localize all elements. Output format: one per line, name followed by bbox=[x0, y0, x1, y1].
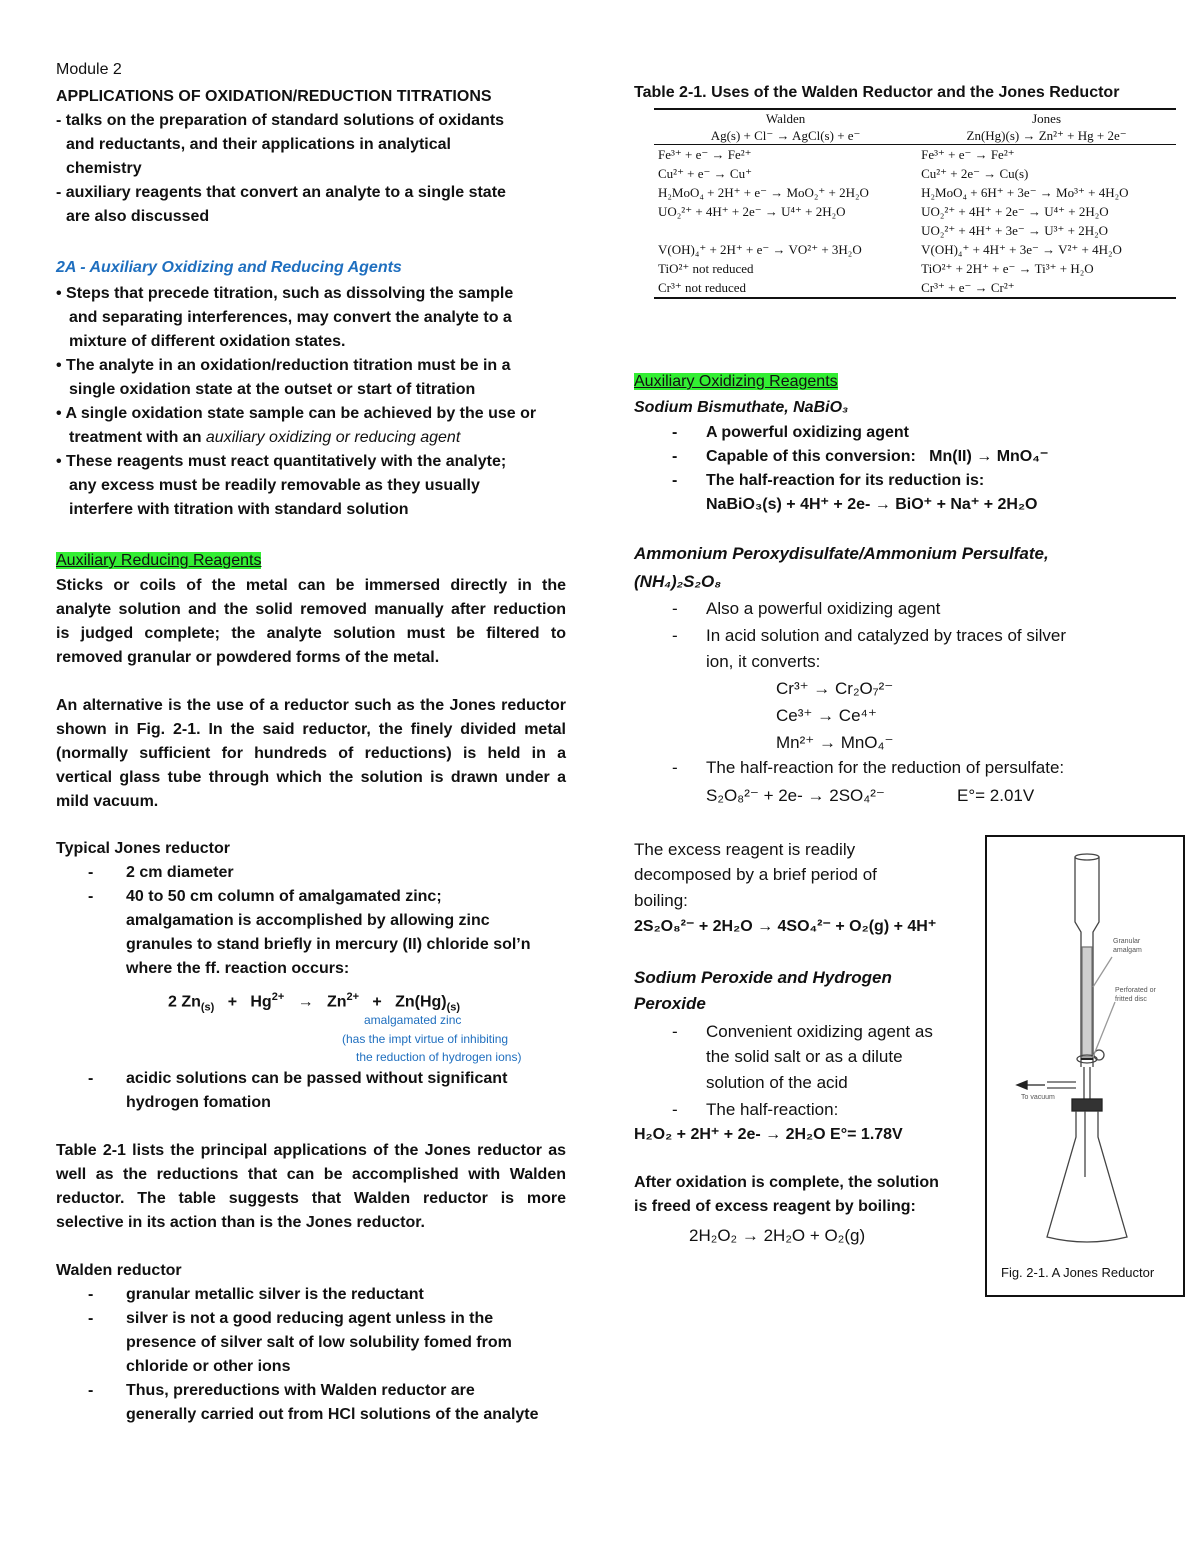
walden-item: silver is not a good reducing agent unless in the bbox=[126, 1310, 494, 1327]
persulfate-equation: S₂O₈²⁻ + 2e- → 2SO₄²⁻ bbox=[706, 786, 885, 805]
label-disc: Perforated or bbox=[1115, 987, 1156, 994]
table-cell: H₂MoO₄ + 2H⁺ + e⁻ → MoO₂⁺ + 2H₂O bbox=[658, 185, 869, 200]
bullet-line: • A single oxidation state sample can be achieved by the use or bbox=[56, 405, 537, 422]
amalgam-note: amalgamated zinc bbox=[364, 1013, 462, 1027]
table-cell: V(OH)₄⁺ + 2H⁺ + e⁻ → VO²⁺ + 3H₂O bbox=[658, 242, 862, 257]
bismuthate-item: A powerful oxidizing agent bbox=[706, 424, 909, 441]
dash: - bbox=[88, 1382, 94, 1399]
intro-line: - talks on the preparation of standard solutions of oxidants bbox=[56, 112, 505, 129]
excess-equation: 2S₂O₈²⁻ + 2H₂O → 4SO₄²⁻ + O₂(g) + 4H⁺ bbox=[634, 918, 937, 935]
eq-sup: 2+ bbox=[346, 991, 360, 1003]
walden-item: granular metallic silver is the reductant bbox=[126, 1286, 424, 1303]
paragraph-line: reductor. The table suggests that Walden reductor is more bbox=[56, 1190, 566, 1207]
peroxide-item: solution of the acid bbox=[706, 1073, 848, 1092]
table-row bbox=[654, 202, 1176, 221]
table-cell: Cu²⁺ + e⁻ → Cu⁺ bbox=[658, 166, 752, 181]
table-cell: UO₂²⁺ + 4H⁺ + 2e⁻ → U⁴⁺ + 2H₂O bbox=[658, 204, 846, 219]
persulfate-formula: (NH₄)₂S₂O₈ bbox=[634, 572, 722, 591]
walden-item: presence of silver salt of low solubility fomed from bbox=[126, 1334, 512, 1351]
intro-line: - auxiliary reagents that convert an analyte to a single state bbox=[56, 184, 506, 201]
eq-term: Zn(Hg) bbox=[395, 993, 447, 1011]
dash: - bbox=[672, 599, 678, 618]
bullet-text: treatment with an bbox=[69, 429, 206, 446]
reducing-reagents-heading: Auxiliary Reducing Reagents bbox=[56, 552, 262, 569]
bismuthate-equation: NaBiO₃(s) + 4H⁺ + 2e- → BiO⁺ + Na⁺ + 2H₂O bbox=[706, 496, 1038, 513]
dash: - bbox=[88, 888, 94, 905]
peroxide-item: the solid salt or as a dilute bbox=[706, 1047, 903, 1066]
jones-item: amalgamation is accomplished by allowing zinc bbox=[126, 912, 490, 929]
paragraph-line: selective in its action than is the Jones reductor. bbox=[56, 1214, 425, 1231]
excess-line: The excess reagent is readily bbox=[634, 840, 856, 859]
bullet-line: mixture of different oxidation states. bbox=[69, 333, 346, 350]
eq-op: + bbox=[227, 993, 238, 1011]
table-cell: Fe³⁺ + e⁻ → Fe²⁺ bbox=[921, 147, 1015, 162]
intro-line: are also discussed bbox=[66, 208, 210, 225]
peroxide-title: Sodium Peroxide and Hydrogen bbox=[634, 968, 892, 987]
after-line: After oxidation is complete, the solution bbox=[634, 1174, 939, 1191]
bullet-line: any excess must be readily removable as they usually bbox=[69, 477, 480, 494]
after-line: is freed of excess reagent by boiling: bbox=[634, 1198, 916, 1215]
page-title: APPLICATIONS OF OXIDATION/REDUCTION TITRATIONS bbox=[56, 88, 492, 105]
dash: - bbox=[672, 626, 678, 645]
dash: - bbox=[88, 1286, 94, 1303]
intro-line: and reductants, and their applications in analytical bbox=[66, 136, 451, 153]
table-cell: V(OH)₄⁺ + 4H⁺ + 3e⁻ → V²⁺ + 4H₂O bbox=[921, 242, 1122, 257]
table-cell bbox=[654, 221, 917, 240]
paragraph-line: is judged complete; the analyte solution must be filtered to bbox=[56, 625, 566, 642]
label-granular: amalgam bbox=[1113, 947, 1142, 954]
bullet-line bbox=[69, 427, 460, 449]
table-caption: Table 2-1. Uses of the Walden Reductor and the Jones Reductor bbox=[634, 84, 1120, 101]
table-body bbox=[654, 108, 1176, 299]
table-cell: Cu²⁺ + 2e⁻ → Cu(s) bbox=[921, 166, 1029, 181]
table-cell: TiO²⁺ + 2H⁺ + e⁻ → Ti³⁺ + H₂O bbox=[921, 261, 1094, 276]
conversion: Ce³⁺ → Ce⁴⁺ bbox=[776, 706, 877, 725]
excess-line: decomposed by a brief period of bbox=[634, 865, 877, 884]
section-2a-heading: 2A - Auxiliary Oxidizing and Reducing Agents bbox=[56, 259, 402, 276]
dash: - bbox=[672, 1100, 678, 1119]
dash: - bbox=[672, 424, 678, 441]
eq-op: + bbox=[372, 993, 382, 1011]
table-header-jones: Jones bbox=[1032, 111, 1061, 126]
paragraph-line: removed granular or powdered forms of the metal. bbox=[56, 649, 440, 666]
table-row bbox=[654, 145, 1176, 165]
table-header-walden-eq: Ag(s) + Cl⁻ → AgCl(s) + e⁻ bbox=[710, 128, 861, 143]
walden-item: chloride or other ions bbox=[126, 1358, 291, 1375]
peroxide-equation: H₂O₂ + 2H⁺ + 2e- → 2H₂O E°= 1.78V bbox=[634, 1126, 903, 1143]
module-label: Module 2 bbox=[56, 61, 122, 78]
paragraph-line: vertical glass tube through which the solution is drawn under a bbox=[56, 769, 566, 786]
table-row bbox=[654, 221, 1176, 240]
table-row bbox=[654, 278, 1176, 297]
eq-term: 2 Zn bbox=[168, 993, 201, 1011]
oxidizing-reagents-heading: Auxiliary Oxidizing Reagents bbox=[634, 373, 838, 390]
dash: - bbox=[672, 1022, 678, 1041]
table-cell: H₂MoO₄ + 6H⁺ + 3e⁻ → Mo³⁺ + 4H₂O bbox=[921, 185, 1129, 200]
table-2-1 bbox=[634, 82, 1176, 299]
jones-item: acidic solutions can be passed without significant bbox=[126, 1070, 508, 1087]
peroxide-item: The half-reaction: bbox=[706, 1100, 839, 1119]
table-row bbox=[654, 240, 1176, 259]
paragraph-line: An alternative is the use of a reductor such as the Jones reductor bbox=[56, 697, 566, 714]
paragraph-line: analyte solution and the solid removed manually after reduction bbox=[56, 601, 566, 618]
bismuthate-title: Sodium Bismuthate, NaBiO₃ bbox=[634, 399, 849, 416]
table-cell: UO₂²⁺ + 4H⁺ + 2e⁻ → U⁴⁺ + 2H₂O bbox=[921, 204, 1109, 219]
bullet-line: • The analyte in an oxidation/reduction titration must be in a bbox=[56, 357, 511, 374]
table-cell: Cr³⁺ + e⁻ → Cr²⁺ bbox=[921, 280, 1015, 295]
persulfate-item: In acid solution and catalyzed by traces of silver bbox=[706, 626, 1067, 645]
table-cell: TiO²⁺ not reduced bbox=[658, 261, 754, 276]
eq-sub: (s) bbox=[446, 1001, 461, 1014]
paragraph-line: well as the reductions that can be accomplished with Walden bbox=[56, 1166, 566, 1183]
typical-jones-heading: Typical Jones reductor bbox=[56, 840, 230, 857]
dash: - bbox=[672, 758, 678, 777]
jones-item: 2 cm diameter bbox=[126, 864, 234, 881]
eq-term: Hg bbox=[250, 993, 272, 1011]
arrow-icon: → bbox=[297, 993, 314, 1011]
label-disc: fritted disc bbox=[1115, 996, 1147, 1003]
jones-item: hydrogen fomation bbox=[126, 1094, 271, 1111]
bullet-line: • Steps that precede titration, such as dissolving the sample bbox=[56, 285, 514, 302]
walden-heading: Walden reductor bbox=[56, 1262, 182, 1279]
paragraph-line: shown in Fig. 2-1. In the said reductor, the finely divided metal bbox=[56, 721, 566, 738]
figure-caption: Fig. 2-1. A Jones Reductor bbox=[1001, 1265, 1155, 1280]
jones-item: 40 to 50 cm column of amalgamated zinc; bbox=[126, 888, 442, 905]
dash: - bbox=[88, 1070, 94, 1087]
dash: - bbox=[88, 864, 94, 881]
bullet-line: • These reagents must react quantitatively with the analyte; bbox=[56, 453, 507, 470]
paragraph-line: Table 2-1 lists the principal applications of the Jones reductor as bbox=[56, 1142, 566, 1159]
bullet-line: interfere with titration with standard solution bbox=[69, 501, 409, 518]
reductor-table bbox=[654, 110, 1176, 297]
walden-item: generally carried out from HCl solutions of the analyte bbox=[126, 1406, 539, 1423]
bismuthate-item: The half-reaction for its reduction is: bbox=[706, 472, 985, 489]
conversion: Mn²⁺ → MnO₄⁻ bbox=[776, 733, 894, 752]
table-row bbox=[654, 183, 1176, 202]
paragraph-line: mild vacuum. bbox=[56, 793, 159, 810]
after-equation: 2H₂O₂ → 2H₂O + O₂(g) bbox=[689, 1226, 866, 1245]
amalgam-note: (has the impt virtue of inhibiting bbox=[342, 1032, 509, 1046]
label-granular: Granular bbox=[1113, 938, 1141, 945]
table-cell: UO₂²⁺ + 4H⁺ + 3e⁻ → U³⁺ + 2H₂O bbox=[921, 223, 1109, 238]
table-header-jones-eq: Zn(Hg)(s) → Zn²⁺ + Hg + 2e⁻ bbox=[966, 128, 1127, 143]
italic-term: auxiliary oxidizing or reducing agent bbox=[205, 429, 461, 446]
excess-line: boiling: bbox=[634, 891, 688, 910]
persulfate-item: ion, it converts: bbox=[706, 652, 821, 671]
peroxide-item: Convenient oxidizing agent as bbox=[706, 1022, 933, 1041]
eq-term: Zn bbox=[326, 993, 347, 1011]
dash: - bbox=[672, 448, 678, 465]
persulfate-item: Also a powerful oxidizing agent bbox=[706, 599, 941, 618]
paragraph-line: Sticks or coils of the metal can be immersed directly in the bbox=[56, 577, 566, 594]
dash: - bbox=[88, 1310, 94, 1327]
jones-reductor-figure bbox=[985, 835, 1185, 1297]
jones-reductor-diagram bbox=[987, 837, 1183, 1257]
peroxide-title: Peroxide bbox=[634, 994, 706, 1013]
persulfate-title: Ammonium Peroxydisulfate/Ammonium Persulfate, bbox=[634, 544, 1049, 563]
table-row bbox=[654, 164, 1176, 183]
jones-item: granules to stand briefly in mercury (II) chloride sol’n bbox=[126, 936, 531, 953]
conversion: Cr³⁺ → Cr₂O₇²⁻ bbox=[776, 679, 894, 698]
amalgam-note: the reduction of hydrogen ions) bbox=[356, 1050, 522, 1064]
table-cell: Fe³⁺ + e⁻ → Fe²⁺ bbox=[658, 147, 752, 162]
bullet-line: single oxidation state at the outset or start of titration bbox=[69, 381, 476, 398]
table-row bbox=[654, 259, 1176, 278]
eq-sub: (s) bbox=[200, 1001, 215, 1014]
intro-line: chemistry bbox=[66, 160, 142, 177]
walden-item: Thus, prereductions with Walden reductor are bbox=[126, 1382, 475, 1399]
table-header-walden: Walden bbox=[765, 111, 806, 126]
paragraph-line: (normally sufficient for hundreds of reductions) is held in a bbox=[56, 745, 566, 762]
eq-sup: 2+ bbox=[271, 991, 285, 1003]
jones-item: where the ff. reaction occurs: bbox=[126, 960, 350, 977]
persulfate-e0: E°= 2.01V bbox=[957, 786, 1035, 805]
dash: - bbox=[672, 472, 678, 489]
bismuthate-item: Capable of this conversion: Mn(II) → MnO₄⁻ bbox=[706, 448, 1049, 465]
persulfate-half: The half-reaction for the reduction of persulfate: bbox=[706, 758, 1065, 777]
label-vacuum: To vacuum bbox=[1021, 1094, 1055, 1101]
table-cell: Cr³⁺ not reduced bbox=[658, 280, 747, 295]
bullet-line: and separating interferences, may convert the analyte to a bbox=[69, 309, 512, 326]
